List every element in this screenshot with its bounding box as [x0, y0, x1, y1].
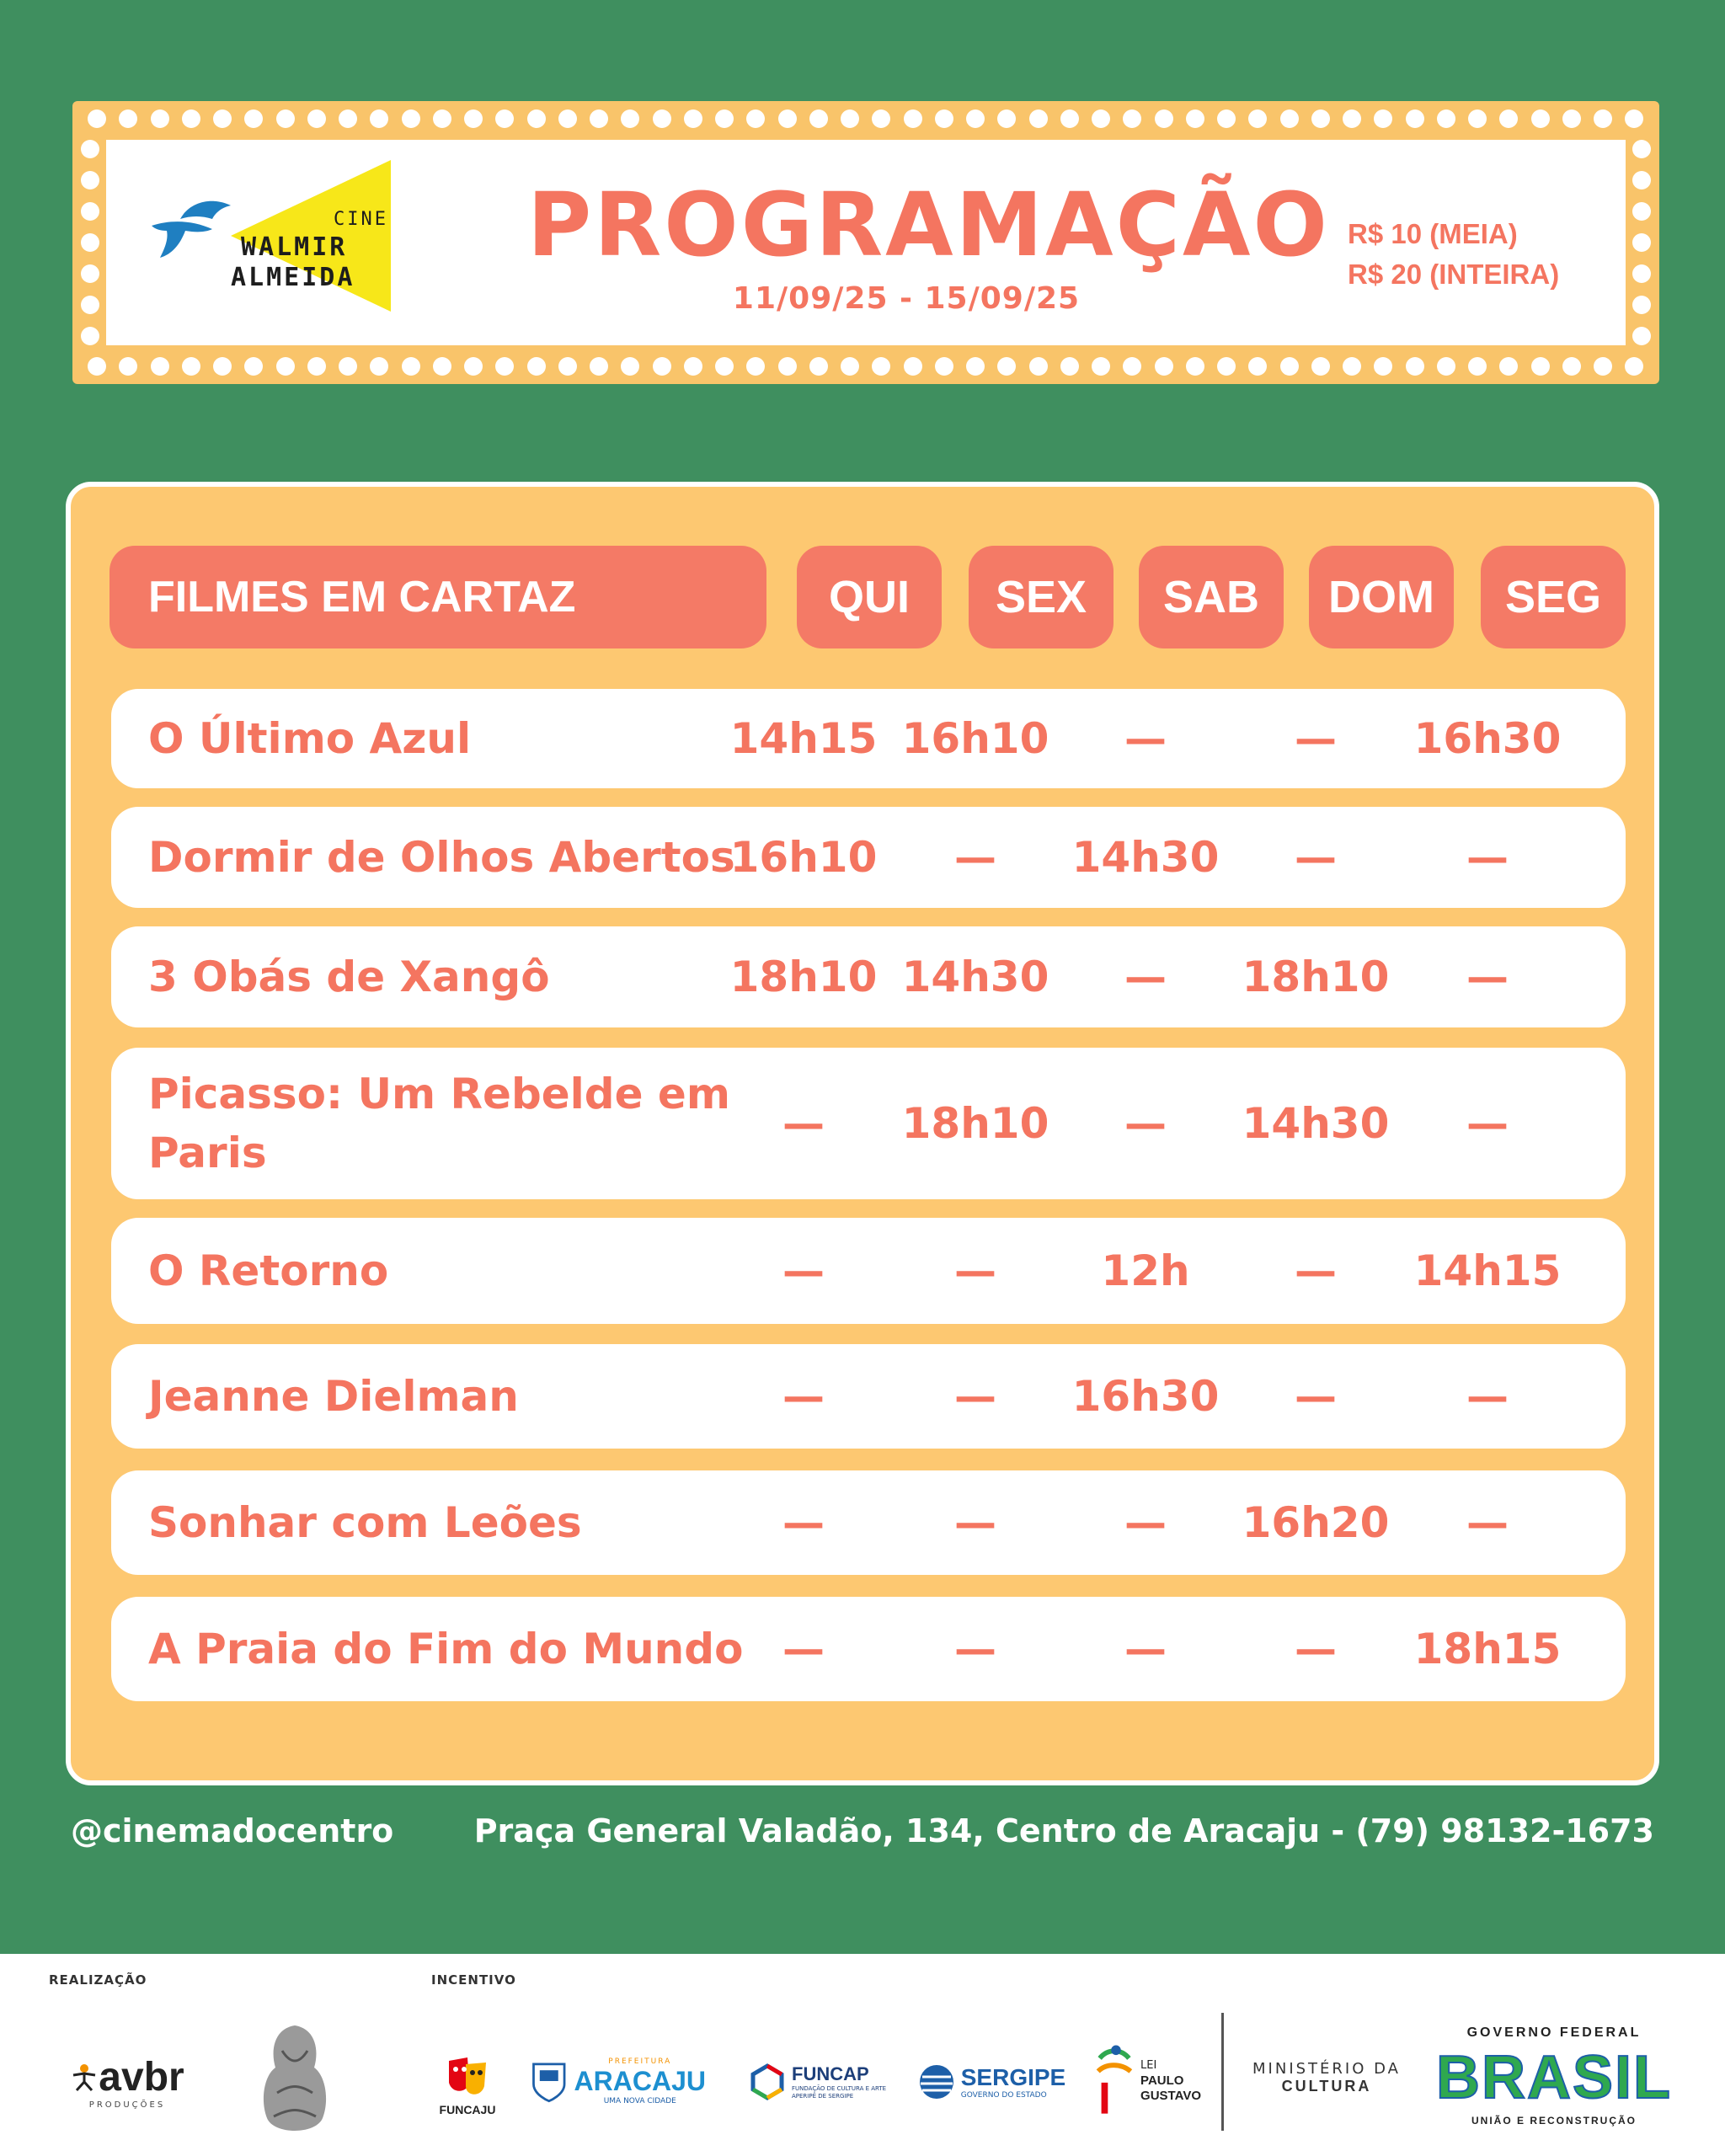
- showtime-seg: —: [1466, 1099, 1509, 1148]
- realizacao-label: REALIZAÇÃO: [49, 1972, 147, 1988]
- marquee-bulb: [1343, 357, 1361, 376]
- gov-bottom-text: UNIÃO E RECONSTRUÇÃO: [1471, 2115, 1637, 2127]
- marquee-bulb: [1248, 109, 1267, 128]
- marquee-bulb: [966, 109, 985, 128]
- schedule-row: [111, 689, 1626, 788]
- showtime-sab: —: [1124, 953, 1167, 1001]
- showtime-sab: 14h30: [1071, 833, 1220, 882]
- marquee-bulb: [370, 357, 388, 376]
- showtime-seg: 18h15: [1413, 1625, 1562, 1673]
- brasil-text: BRASIL: [1436, 2044, 1672, 2111]
- header-card: [106, 140, 1626, 345]
- marquee-bulb: [746, 109, 765, 128]
- aracaju-prefeitura: PREFEITURA: [608, 2057, 672, 2066]
- showtime-sex: 18h10: [901, 1099, 1049, 1148]
- marquee-bulb: [527, 109, 546, 128]
- schedule-panel: [66, 482, 1659, 1785]
- marquee-bulb: [1468, 109, 1487, 128]
- brasil-wordmark: [1436, 2046, 1672, 2110]
- marquee-lights-top: [88, 106, 1644, 131]
- marquee-bulb: [904, 109, 922, 128]
- marquee-bulb: [778, 357, 797, 376]
- logo-cine-text: CINE: [334, 209, 388, 230]
- marquee-bulb: [935, 109, 953, 128]
- marquee-bulb: [558, 357, 577, 376]
- funcaju-logo: [430, 2038, 505, 2131]
- page-title: PROGRAMAÇÃO: [527, 173, 1330, 276]
- marquee-bulb: [81, 233, 99, 252]
- marquee-bulb: [1632, 296, 1651, 314]
- marquee-lights-left: [77, 140, 103, 345]
- marquee-bulb: [464, 109, 483, 128]
- showtime-dom: 16h20: [1242, 1498, 1390, 1547]
- instagram-handle[interactable]: @cinemadocentro: [71, 1812, 394, 1849]
- aracaju-sub: UMA NOVA CIDADE: [603, 2096, 676, 2105]
- marquee-bulb: [527, 357, 546, 376]
- marquee-bulb: [213, 109, 232, 128]
- day-header-dom: DOM: [1309, 546, 1454, 648]
- theatre-masks-icon: [442, 2052, 493, 2103]
- marquee-bulb: [1343, 109, 1361, 128]
- marquee-bulb: [81, 171, 99, 189]
- marquee-bulb: [684, 109, 702, 128]
- film-title: 3 Obás de Xangô: [148, 953, 550, 1001]
- showtime-dom: 14h30: [1242, 1099, 1390, 1148]
- funcap-text: FUNCAP: [792, 2063, 869, 2084]
- funcaju-text: FUNCAJU: [439, 2103, 496, 2116]
- marquee-bulb: [997, 109, 1016, 128]
- marquee-bulb: [1594, 109, 1612, 128]
- showtime-sab: —: [1124, 1099, 1167, 1148]
- marquee-bulb: [590, 357, 608, 376]
- sergipe-sub: GOVERNO DO ESTADO: [960, 2091, 1047, 2100]
- marquee-bulb: [966, 357, 985, 376]
- showtime-dom: —: [1295, 714, 1337, 763]
- marquee-bulb: [1092, 357, 1110, 376]
- day-header-seg: SEG: [1481, 546, 1626, 648]
- marquee-bulb: [590, 109, 608, 128]
- marquee-bulb: [1311, 357, 1330, 376]
- day-header-qui: QUI: [797, 546, 942, 648]
- marquee-bulb: [119, 109, 137, 128]
- marquee-bulb: [1186, 109, 1204, 128]
- marquee-bulb: [1531, 109, 1550, 128]
- marquee-bulb: [495, 109, 514, 128]
- marquee-bulb: [276, 357, 295, 376]
- price-full: R$ 20 (INTEIRA): [1348, 259, 1560, 290]
- marquee-bulb: [81, 264, 99, 283]
- showtime-qui: —: [782, 1498, 825, 1547]
- marquee-bulb: [1406, 109, 1424, 128]
- marquee-bulb: [621, 109, 639, 128]
- avbr-sub: PRODUÇÕES: [88, 2100, 166, 2110]
- marquee-bulb: [1437, 357, 1455, 376]
- schedule-row: [111, 1597, 1626, 1701]
- marquee-bulb: [244, 357, 263, 376]
- avbr-logo: [47, 2048, 207, 2116]
- avbr-text: avbr: [99, 2055, 184, 2100]
- film-title: Dormir de Olhos Abertos: [148, 833, 735, 882]
- marquee-bulb: [872, 109, 890, 128]
- marquee-bulb: [1248, 357, 1267, 376]
- paulo-text: PAULO: [1140, 2073, 1184, 2088]
- sponsor-bar: [0, 1954, 1725, 2156]
- cine-walmir-almeida-logo: [147, 160, 391, 312]
- marquee-bulb: [339, 357, 357, 376]
- marquee-lights-right: [1629, 140, 1654, 345]
- film-title: Jeanne Dielman: [148, 1372, 519, 1421]
- incentivo-label: INCENTIVO: [431, 1972, 516, 1988]
- showtime-qui: —: [782, 1099, 825, 1148]
- showtime-dom: 18h10: [1242, 953, 1390, 1001]
- marquee-bulb: [1280, 357, 1299, 376]
- sponsor-divider: [1221, 2013, 1224, 2131]
- marquee-bulb: [1123, 357, 1141, 376]
- marquee-bulb: [1406, 357, 1424, 376]
- marquee-bulb: [935, 357, 953, 376]
- gov-top-text: GOVERNO FEDERAL: [1466, 2025, 1642, 2040]
- lei-paulo-gustavo-icon: [1092, 2041, 1137, 2121]
- showtime-seg: —: [1466, 833, 1509, 882]
- marquee-bulb: [1468, 357, 1487, 376]
- showtime-dom: —: [1295, 833, 1337, 882]
- marquee-bulb: [1632, 233, 1651, 252]
- marquee-bulb: [1625, 109, 1643, 128]
- price-half: R$ 10 (MEIA): [1348, 218, 1518, 249]
- marquee-bulb: [307, 109, 326, 128]
- marquee-bulb: [653, 109, 671, 128]
- marquee-bulb: [81, 140, 99, 158]
- showtime-sab: 16h30: [1071, 1372, 1220, 1421]
- marquee-bulb: [1217, 109, 1236, 128]
- showtime-seg: —: [1466, 1372, 1509, 1421]
- aracaju-logo: [529, 2043, 706, 2119]
- marquee-bulb: [1123, 109, 1141, 128]
- marquee-bulb: [339, 109, 357, 128]
- film-title: A Praia do Fim do Mundo: [148, 1625, 744, 1673]
- marquee-bulb: [904, 357, 922, 376]
- marquee-bulb: [715, 357, 734, 376]
- marquee-bulb: [370, 109, 388, 128]
- marquee-bulb: [1632, 202, 1651, 221]
- marquee-bulb: [1594, 357, 1612, 376]
- showtime-sab: —: [1124, 1625, 1167, 1673]
- schedule-row: [111, 1048, 1626, 1199]
- marquee-bulb: [1155, 357, 1173, 376]
- marquee-bulb: [1155, 109, 1173, 128]
- marquee-bulb: [1632, 140, 1651, 158]
- funcap-icon: [748, 2063, 787, 2101]
- showtime-sab: —: [1124, 714, 1167, 763]
- marquee-bulb: [495, 357, 514, 376]
- marquee-lights-bottom: [88, 354, 1644, 379]
- showtime-sex: —: [954, 1498, 996, 1547]
- lei-paulo-gustavo-logo: [1092, 2035, 1201, 2127]
- sergipe-text: SERGIPE: [960, 2064, 1066, 2090]
- marquee-bulb: [1217, 357, 1236, 376]
- marquee-bulb: [1625, 357, 1643, 376]
- showtime-qui: —: [782, 1372, 825, 1421]
- ministerio-line2: CULTURA: [1281, 2078, 1372, 2095]
- marquee-bulb: [1092, 109, 1110, 128]
- showtime-seg: 16h30: [1413, 714, 1562, 763]
- marquee-bulb: [433, 109, 451, 128]
- marquee-bulb: [1632, 264, 1651, 283]
- marquee-bulb: [244, 109, 263, 128]
- marquee-bulb: [653, 357, 671, 376]
- funcap-logo: [745, 2048, 905, 2116]
- marquee-bulb: [1632, 327, 1651, 345]
- address-phone: Praça General Valadão, 134, Centro de Aracaju - (79) 98132-1673: [473, 1812, 1654, 1849]
- showtime-qui: —: [782, 1246, 825, 1295]
- header-banner: [72, 101, 1659, 384]
- marquee-bulb: [746, 357, 765, 376]
- ticket-prices: [1348, 214, 1559, 295]
- governo-federal-logo: [1432, 2013, 1676, 2139]
- film-title: O Último Azul: [148, 714, 472, 763]
- showtime-sex: 16h10: [901, 714, 1049, 763]
- sergipe-logo: [911, 2048, 1071, 2116]
- marquee-bulb: [81, 327, 99, 345]
- marquee-bulb: [1311, 109, 1330, 128]
- film-title: Sonhar com Leões: [148, 1498, 582, 1547]
- showtime-sab: 12h: [1101, 1246, 1190, 1295]
- marquee-bulb: [81, 202, 99, 221]
- aracaju-crest-icon: [529, 2056, 569, 2106]
- showtime-dom: —: [1295, 1372, 1337, 1421]
- ministerio-cultura-logo: [1238, 2048, 1415, 2107]
- marquee-bulb: [151, 357, 169, 376]
- aracaju-text: ARACAJU: [574, 2065, 706, 2096]
- marquee-bulb: [841, 357, 859, 376]
- marquee-bulb: [213, 357, 232, 376]
- showtime-seg: —: [1466, 1498, 1509, 1547]
- marquee-bulb: [307, 357, 326, 376]
- schedule-row: [111, 1344, 1626, 1449]
- film-title: Picasso: Um Rebelde em Paris: [148, 1070, 730, 1177]
- marquee-bulb: [88, 109, 106, 128]
- gustavo-text: GUSTAVO: [1140, 2089, 1201, 2103]
- showtime-qui: 16h10: [729, 833, 878, 882]
- marquee-bulb: [1632, 171, 1651, 189]
- showtime-qui: 18h10: [729, 953, 878, 1001]
- marquee-bulb: [1280, 109, 1299, 128]
- marquee-bulb: [1437, 109, 1455, 128]
- day-header-sab: SAB: [1139, 546, 1284, 648]
- marquee-bulb: [402, 357, 420, 376]
- marquee-bulb: [778, 109, 797, 128]
- showtime-sex: —: [954, 833, 996, 882]
- marquee-bulb: [684, 357, 702, 376]
- schedule-row: [111, 1470, 1626, 1575]
- sergipe-crest-icon: [917, 2060, 956, 2104]
- showtime-dom: —: [1295, 1246, 1337, 1295]
- marquee-bulb: [182, 357, 200, 376]
- showtime-qui: 14h15: [729, 714, 878, 763]
- marquee-bulb: [182, 109, 200, 128]
- showtime-sab: —: [1124, 1498, 1167, 1547]
- marquee-bulb: [433, 357, 451, 376]
- marquee-bulb: [1060, 109, 1079, 128]
- marquee-bulb: [464, 357, 483, 376]
- showtime-dom: —: [1295, 1625, 1337, 1673]
- showtime-seg: —: [1466, 953, 1509, 1001]
- marquee-bulb: [1029, 109, 1048, 128]
- ornamental-figure-icon: [248, 2017, 341, 2143]
- marquee-bulb: [1562, 357, 1581, 376]
- day-header-sex: SEX: [969, 546, 1114, 648]
- showtime-qui: —: [782, 1625, 825, 1673]
- showtime-sex: 14h30: [901, 953, 1049, 1001]
- marquee-bulb: [841, 109, 859, 128]
- marquee-bulb: [119, 357, 137, 376]
- logo-almeida-text: ALMEIDA: [231, 263, 355, 292]
- logo-walmir-text: WALMIR: [241, 232, 348, 262]
- schedule-row: [111, 807, 1626, 908]
- marquee-bulb: [276, 109, 295, 128]
- marquee-bulb: [151, 109, 169, 128]
- date-range: 11/09/25 - 15/09/25: [732, 281, 1081, 316]
- marquee-bulb: [88, 357, 106, 376]
- marquee-bulb: [1499, 109, 1518, 128]
- marquee-bulb: [715, 109, 734, 128]
- film-title: O Retorno: [148, 1246, 389, 1295]
- marquee-bulb: [809, 109, 828, 128]
- showtime-sex: —: [954, 1246, 996, 1295]
- schedule-row: [111, 1218, 1626, 1324]
- marquee-bulb: [1531, 357, 1550, 376]
- marquee-bulb: [621, 357, 639, 376]
- marquee-bulb: [402, 109, 420, 128]
- marquee-bulb: [1060, 357, 1079, 376]
- schedule-row: [111, 926, 1626, 1027]
- marquee-bulb: [81, 296, 99, 314]
- showtime-sex: —: [954, 1625, 996, 1673]
- films-header: FILMES EM CARTAZ: [109, 546, 766, 648]
- marquee-bulb: [1029, 357, 1048, 376]
- marquee-bulb: [1374, 109, 1392, 128]
- avbr-figure-icon: [70, 2063, 99, 2092]
- showtime-seg: 14h15: [1413, 1246, 1562, 1295]
- marquee-bulb: [558, 109, 577, 128]
- marquee-bulb: [809, 357, 828, 376]
- showtime-sex: —: [954, 1372, 996, 1421]
- lei-text: LEI: [1140, 2059, 1157, 2072]
- marquee-bulb: [872, 357, 890, 376]
- marquee-bulb: [997, 357, 1016, 376]
- marquee-bulb: [1374, 357, 1392, 376]
- marquee-bulb: [1186, 357, 1204, 376]
- funcap-sub: FUNDAÇÃO DE CULTURA E ARTE APERIPÊ DE SERGIPE: [792, 2085, 887, 2100]
- realizacao-emblem-logo: [244, 2013, 345, 2148]
- ministerio-line1: MINISTÉRIO DA: [1252, 2060, 1401, 2078]
- marquee-bulb: [1562, 109, 1581, 128]
- marquee-bulb: [1499, 357, 1518, 376]
